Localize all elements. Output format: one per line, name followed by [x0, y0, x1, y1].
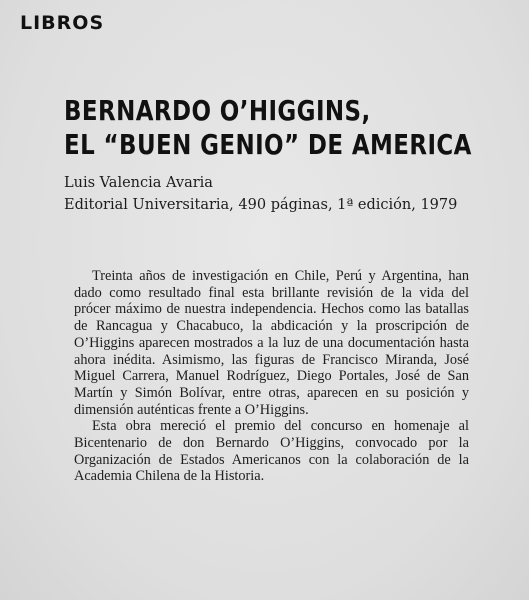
book-author: Luis Valencia Avaria — [64, 175, 213, 191]
book-title-line-2: EL “BUEN GENIO” DE AMERICA — [64, 128, 472, 161]
book-title-line-1: BERNARDO O’HIGGINS, — [64, 94, 371, 127]
book-title — [64, 94, 472, 162]
review-body — [74, 268, 469, 485]
book-publisher-info: Editorial Universitaria, 490 páginas, 1ª edición, 1979 — [64, 197, 458, 213]
section-label: LIBROS — [20, 12, 105, 34]
review-paragraph-1: Treinta años de investigación en Chile, Perú y Argentina, han dado como resultado final esta brillante revisión de la vida del prócer máximo de nuestra independencia. Hechos como las batallas de Rancagua y Chacabuco, la abdicación y la proscripción de O’Higgins aparecen mostrados a la luz de una documentación hasta ahora inédita. Asimismo, las figuras de Francisco Miranda, José Miguel Carrera, Manuel Rodríguez, Diego Portales, José de San Martín y Simón Bolívar, entre otras, aparecen en su posición y dimensión auténticas frente a O’Higgins. — [74, 268, 469, 418]
review-paragraph-2: Esta obra mereció el premio del concurso en homenaje al Bicentenario de don Bernardo O’Higgins, convocado por la Organización de Estados Americanos con la colaboración de la Academia Chilena de la Historia. — [74, 418, 469, 485]
